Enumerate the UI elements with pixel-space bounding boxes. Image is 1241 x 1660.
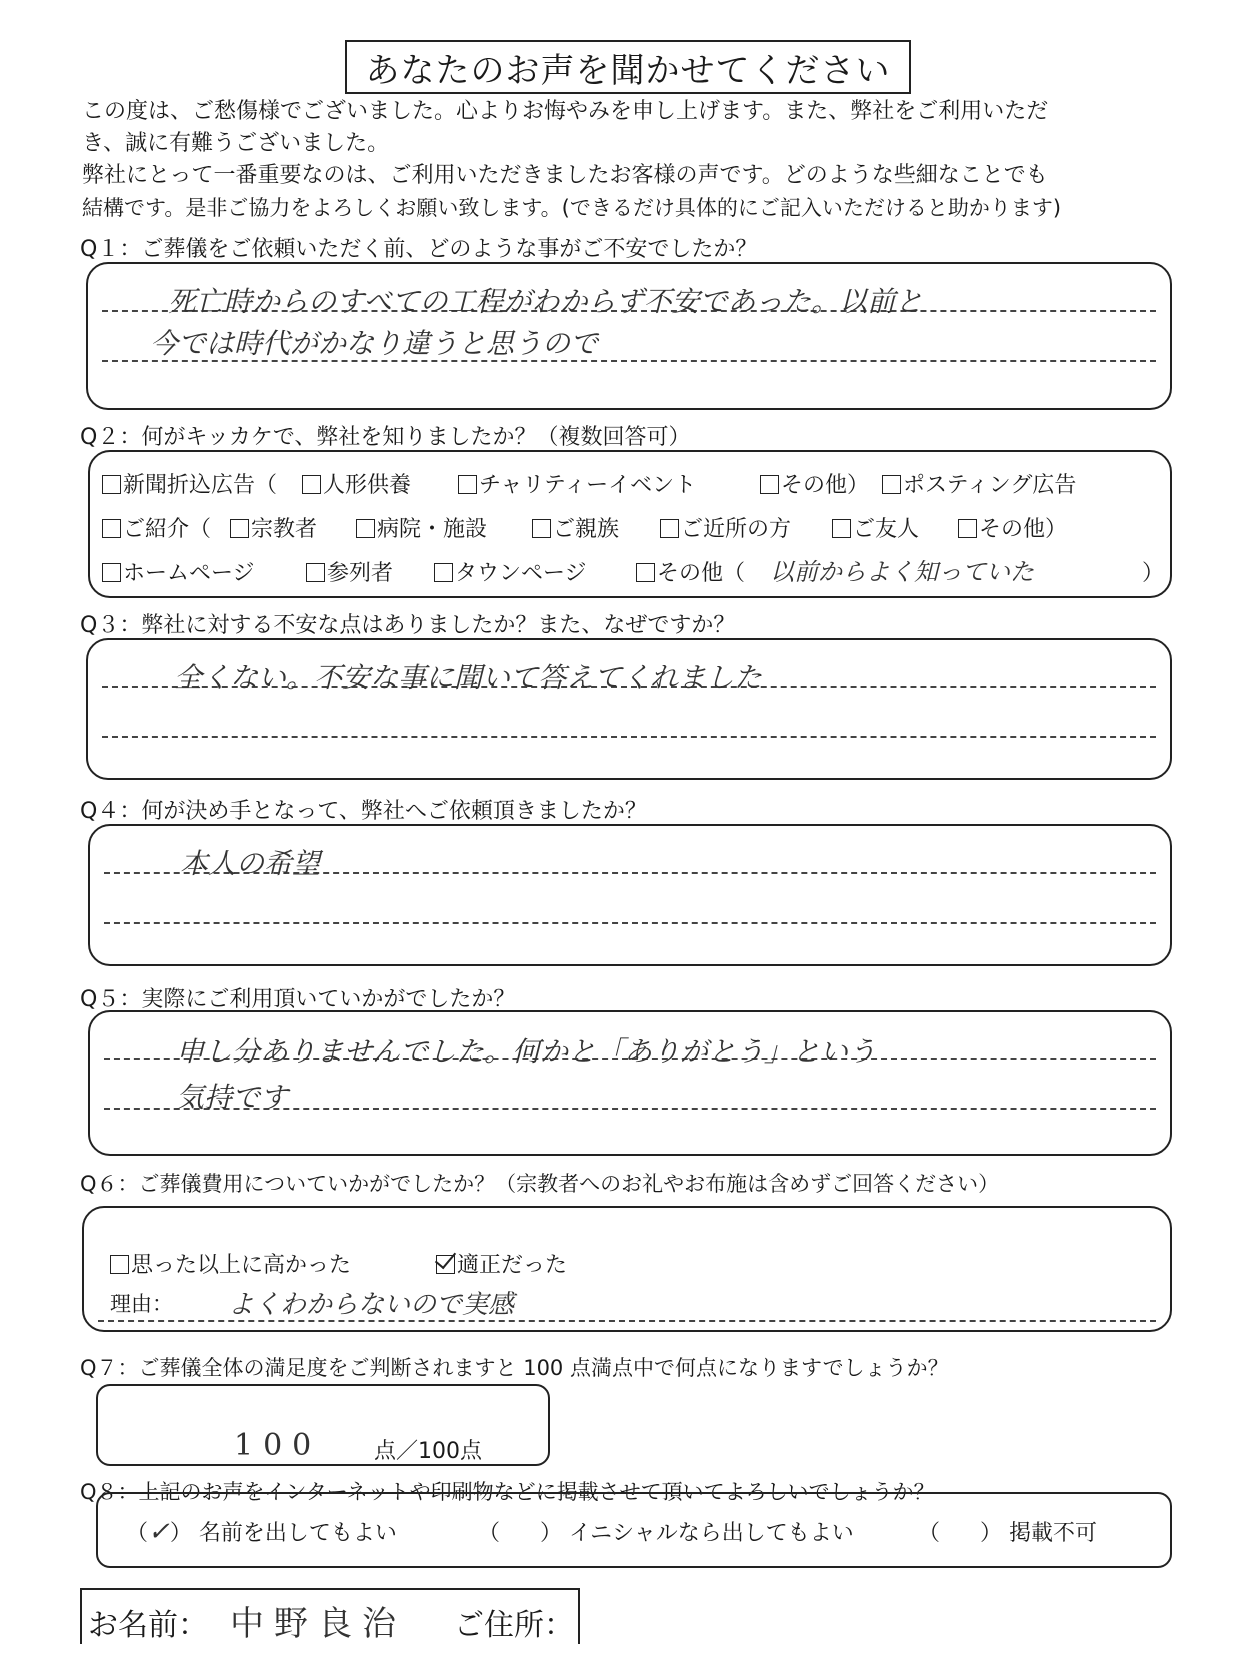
checkbox-icon	[458, 475, 477, 494]
q8-option-no-publish[interactable]: （ ） 掲載不可	[918, 1521, 1098, 1546]
q6-option-appropriate[interactable]: 適正だった	[436, 1248, 567, 1279]
intro-line-2: き、誠に有難うございました。	[82, 131, 390, 156]
q6-reason-label: 理由：	[110, 1292, 173, 1316]
address-label: ご住所：	[454, 1608, 574, 1643]
checkbox-icon	[882, 475, 901, 494]
checkbox-icon	[532, 519, 551, 538]
q2-option-relatives[interactable]: ご親族	[532, 512, 619, 543]
q5-answer-line-1: 申し分ありませんでした。何かと「ありがとう」という	[176, 1035, 877, 1068]
q2-option-other-3[interactable]: その他（	[636, 556, 745, 587]
q5-answer-box[interactable]	[88, 1010, 1172, 1156]
q7-score-box[interactable]	[96, 1384, 550, 1466]
q7-score-value: 100	[234, 1428, 322, 1463]
q5-answer-line-2: 気持です	[176, 1081, 289, 1114]
q1-label: Q１：ご葬儀をご依頼いただく前、どのような事がご不安でしたか？	[80, 237, 758, 262]
q2-other-answer: 以前からよく知っていた	[770, 558, 1034, 586]
q2-options-box	[88, 450, 1172, 598]
q8-box	[96, 1492, 1172, 1568]
q6-label: Q６：ご葬儀費用についていかがでしたか？（宗教者へのお礼やお布施は含めずご回答ください）	[80, 1172, 1000, 1196]
checkbox-icon	[356, 519, 375, 538]
q7-score-unit: 点／100点	[374, 1439, 482, 1464]
q3-answer-box[interactable]	[86, 638, 1172, 780]
q3-label: Q３：弊社に対する不安な点はありましたか？また、なぜですか？	[80, 613, 736, 638]
q5-label: Q５：実際にご利用頂いていかがでしたか？	[80, 987, 516, 1012]
q4-answer-box[interactable]	[88, 824, 1172, 966]
q2-option-hospital[interactable]: 病院・施設	[356, 512, 487, 543]
checkbox-icon	[102, 519, 121, 538]
checkbox-icon	[636, 563, 655, 582]
q2-label: Q２：何がキッカケで、弊社を知りましたか？（複数回答可）	[80, 425, 691, 450]
checkbox-icon	[306, 563, 325, 582]
q4-label: Q４：何が決め手となって、弊社へご依頼頂きましたか？	[80, 799, 647, 824]
name-field[interactable]	[80, 1588, 580, 1644]
checkbox-icon	[434, 563, 453, 582]
q1-answer-line-2: 今では時代がかなり違うと思うので	[150, 327, 599, 360]
intro-line-3: 弊社にとって一番重要なのは、ご利用いただきましたお客様の声です。どのような些細なことでも	[82, 163, 1048, 188]
q2-option-attendee[interactable]: 参列者	[306, 556, 393, 587]
q2-option-neighbors[interactable]: ご近所の方	[660, 512, 791, 543]
q2-option-other-1[interactable]: その他）	[760, 468, 869, 499]
q8-option-name-ok[interactable]: （✓） 名前を出してもよい	[126, 1517, 397, 1547]
page-title: あなたのお声を聞かせてください	[345, 40, 911, 94]
name-label: お名前：	[88, 1608, 208, 1643]
q2-option-doll-memorial[interactable]: 人形供養	[302, 468, 411, 499]
q2-other-close-paren: ）	[1142, 561, 1165, 586]
checkbox-icon	[302, 475, 321, 494]
q3-answer-line-1: 全くない。不安な事に聞いて答えてくれました	[174, 661, 763, 694]
checkbox-icon	[230, 519, 249, 538]
q8-label: Q８：上記のお声をインターネットや印刷物などに掲載させて頂いてよろしいでしょうか？	[80, 1480, 935, 1504]
checkbox-icon	[102, 475, 121, 494]
q4-answer-line-1: 本人の希望	[180, 847, 321, 880]
q8-option-initials-ok[interactable]: （ ） イニシャルなら出してもよい	[478, 1521, 854, 1546]
intro-line-4: 結構です。是非ご協力をよろしくお願い致します。(できるだけ具体的にご記入いただけると助かります)	[82, 196, 1062, 220]
q7-label: Q７：ご葬儀全体の満足度をご判断されますと 100 点満点中で何点になりますでしょうか？	[80, 1356, 949, 1380]
q2-option-homepage[interactable]: ホームページ	[102, 556, 255, 587]
q2-option-town-page[interactable]: タウンページ	[434, 556, 587, 587]
q2-option-religious[interactable]: 宗教者	[230, 512, 317, 543]
checkbox-icon	[832, 519, 851, 538]
checkbox-icon	[760, 475, 779, 494]
checkbox-icon	[958, 519, 977, 538]
checkbox-checked-icon	[436, 1255, 455, 1274]
q2-option-referral[interactable]: ご紹介（	[102, 512, 211, 543]
name-value: 中野良治	[230, 1604, 406, 1644]
q1-answer-box[interactable]	[86, 262, 1172, 410]
checkbox-icon	[660, 519, 679, 538]
q2-option-other-2[interactable]: その他）	[958, 512, 1067, 543]
q1-answer-line-1: 死亡時からのすべての工程がわからず不安であった。以前と	[168, 285, 924, 318]
checkbox-icon	[110, 1255, 129, 1274]
intro-line-1: この度は、ご愁傷様でございました。心よりお悔やみを申し上げます。また、弊社をご利用いただ	[82, 99, 1049, 124]
q6-reason-answer: よくわからないので実感	[228, 1290, 515, 1320]
q2-option-posting-ad[interactable]: ポスティング広告	[882, 468, 1076, 499]
checkbox-icon	[102, 563, 121, 582]
q6-option-too-expensive[interactable]: 思った以上に高かった	[110, 1248, 351, 1279]
q6-box	[82, 1206, 1172, 1332]
q2-option-newspaper[interactable]: 新聞折込広告（	[102, 468, 277, 499]
q2-option-charity-event[interactable]: チャリティーイベント	[458, 468, 696, 499]
q2-option-friends[interactable]: ご友人	[832, 512, 919, 543]
check-mark-icon: ✓	[148, 1517, 170, 1547]
